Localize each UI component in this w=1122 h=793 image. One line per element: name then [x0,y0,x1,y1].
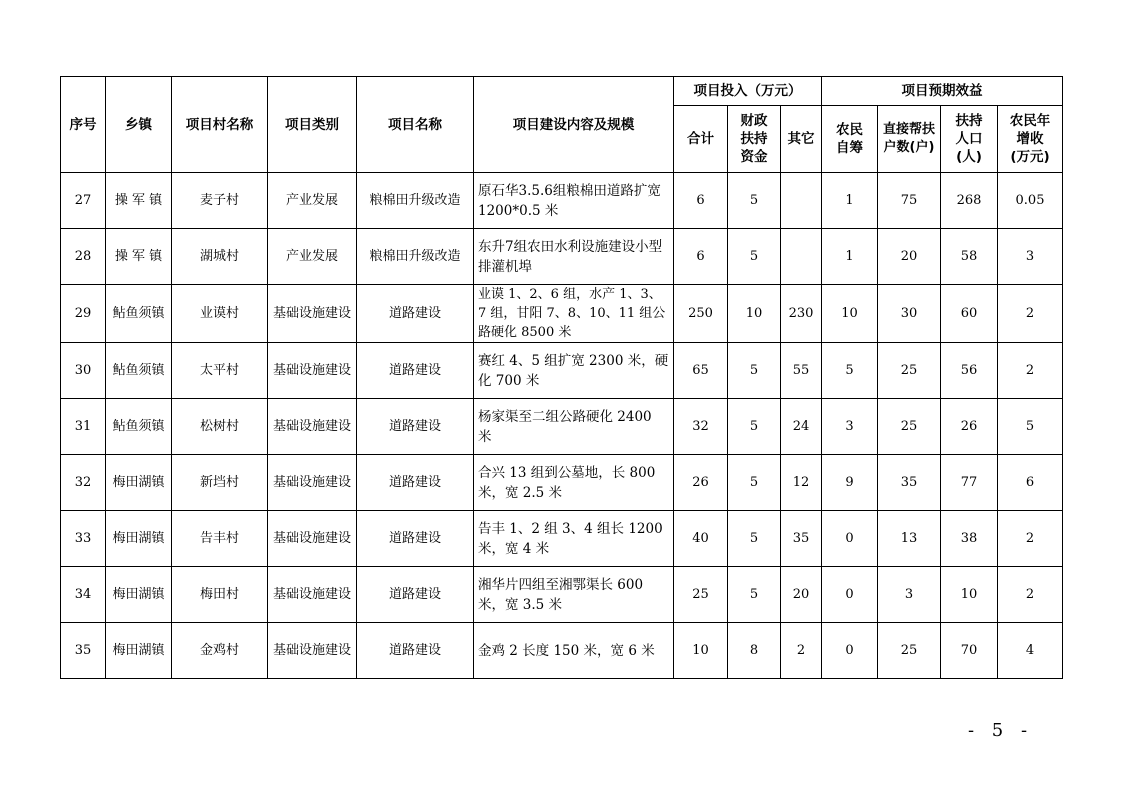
cell-households: 25 [878,343,941,399]
table-row [61,285,1063,343]
header-benefit: 项目预期效益 [822,77,1063,106]
cell-fiscal: 5 [728,455,781,511]
cell-village: 梅田村 [172,567,268,623]
cell-other [781,173,822,229]
table-row [61,229,1063,285]
cell-total: 6 [674,229,728,285]
cell-total: 25 [674,567,728,623]
cell-project-name: 道路建设 [357,343,474,399]
page-number: - 5 - [968,720,1034,741]
table-row [61,455,1063,511]
table-row [61,567,1063,623]
cell-town: 梅田湖镇 [106,511,172,567]
cell-population: 268 [941,173,998,229]
cell-fiscal: 5 [728,229,781,285]
cell-income: 2 [998,511,1063,567]
cell-fiscal: 5 [728,399,781,455]
cell-other: 55 [781,343,822,399]
cell-content: 东升7组农田水利设施建设小型排灌机埠 [474,229,674,285]
table-body [61,173,1063,679]
cell-seq: 28 [61,229,106,285]
cell-category: 基础设施建设 [268,343,357,399]
cell-households: 20 [878,229,941,285]
cell-project-name: 道路建设 [357,399,474,455]
cell-content: 业谟 1、2、6 组，水产 1、3、7 组，甘阳 7、8、10、11 组公路硬化 8500 米 [474,285,674,343]
cell-fiscal: 5 [728,511,781,567]
cell-town: 梅田湖镇 [106,623,172,679]
cell-fiscal: 8 [728,623,781,679]
cell-content: 原石华3.5.6组粮棉田道路扩宽 1200*0.5 米 [474,173,674,229]
cell-content: 合兴 13 组到公墓地，长 800 米，宽 2.5 米 [474,455,674,511]
cell-total: 6 [674,173,728,229]
cell-households: 3 [878,567,941,623]
cell-income: 5 [998,399,1063,455]
table-row [61,343,1063,399]
cell-farmer-self: 9 [822,455,878,511]
header-project-name: 项目名称 [357,77,474,173]
header-category: 项目类别 [268,77,357,173]
cell-category: 基础设施建设 [268,285,357,343]
cell-project-name: 道路建设 [357,285,474,343]
cell-category: 产业发展 [268,173,357,229]
cell-farmer-self: 0 [822,623,878,679]
cell-category: 产业发展 [268,229,357,285]
cell-project-name: 粮棉田升级改造 [357,229,474,285]
cell-households: 35 [878,455,941,511]
cell-other: 2 [781,623,822,679]
cell-total: 40 [674,511,728,567]
table-row [61,623,1063,679]
header-town: 乡镇 [106,77,172,173]
cell-seq: 34 [61,567,106,623]
cell-content: 金鸡 2 长度 150 米，宽 6 米 [474,623,674,679]
project-table [60,76,1063,679]
cell-farmer-self: 1 [822,173,878,229]
cell-project-name: 粮棉田升级改造 [357,173,474,229]
cell-farmer-self: 1 [822,229,878,285]
header-other: 其它 [781,106,822,173]
cell-population: 77 [941,455,998,511]
table-row [61,173,1063,229]
cell-fiscal: 5 [728,343,781,399]
cell-town: 鲇鱼须镇 [106,343,172,399]
cell-seq: 27 [61,173,106,229]
cell-town: 鲇鱼须镇 [106,399,172,455]
cell-households: 30 [878,285,941,343]
cell-farmer-self: 5 [822,343,878,399]
cell-village: 告丰村 [172,511,268,567]
header-content: 项目建设内容及规模 [474,77,674,173]
cell-project-name: 道路建设 [357,455,474,511]
cell-farmer-self: 3 [822,399,878,455]
cell-income: 3 [998,229,1063,285]
cell-category: 基础设施建设 [268,623,357,679]
cell-village: 新垱村 [172,455,268,511]
cell-seq: 32 [61,455,106,511]
cell-village: 金鸡村 [172,623,268,679]
cell-population: 58 [941,229,998,285]
cell-total: 65 [674,343,728,399]
cell-income: 0.05 [998,173,1063,229]
header-farmer-self: 农民 自筹 [822,106,878,173]
cell-village: 太平村 [172,343,268,399]
cell-population: 70 [941,623,998,679]
cell-category: 基础设施建设 [268,511,357,567]
cell-project-name: 道路建设 [357,623,474,679]
cell-income: 2 [998,343,1063,399]
cell-other: 20 [781,567,822,623]
cell-town: 梅田湖镇 [106,455,172,511]
cell-project-name: 道路建设 [357,567,474,623]
cell-content: 赛红 4、5 组扩宽 2300 米，硬化 700 米 [474,343,674,399]
cell-content: 湘华片四组至湘鄂渠长 600 米，宽 3.5 米 [474,567,674,623]
cell-other: 35 [781,511,822,567]
cell-households: 75 [878,173,941,229]
cell-village: 麦子村 [172,173,268,229]
cell-population: 10 [941,567,998,623]
header-households: 直接帮扶 户数(户) [878,106,941,173]
table-row [61,511,1063,567]
cell-population: 56 [941,343,998,399]
table-row [61,399,1063,455]
header-row-1 [61,77,1063,106]
cell-income: 4 [998,623,1063,679]
header-population: 扶持 人口 (人) [941,106,998,173]
cell-total: 10 [674,623,728,679]
cell-town: 操 军 镇 [106,173,172,229]
cell-village: 湖城村 [172,229,268,285]
cell-farmer-self: 0 [822,567,878,623]
cell-households: 25 [878,399,941,455]
header-total: 合计 [674,106,728,173]
cell-seq: 29 [61,285,106,343]
cell-total: 32 [674,399,728,455]
cell-income: 6 [998,455,1063,511]
cell-other [781,229,822,285]
cell-town: 操 军 镇 [106,229,172,285]
header-village: 项目村名称 [172,77,268,173]
cell-seq: 30 [61,343,106,399]
cell-population: 38 [941,511,998,567]
header-investment: 项目投入（万元） [674,77,822,106]
cell-town: 鲇鱼须镇 [106,285,172,343]
cell-other: 12 [781,455,822,511]
cell-category: 基础设施建设 [268,399,357,455]
cell-fiscal: 10 [728,285,781,343]
cell-total: 250 [674,285,728,343]
cell-income: 2 [998,567,1063,623]
cell-fiscal: 5 [728,173,781,229]
cell-content: 告丰 1、2 组 3、4 组长 1200 米，宽 4 米 [474,511,674,567]
cell-fiscal: 5 [728,567,781,623]
cell-farmer-self: 0 [822,511,878,567]
cell-population: 60 [941,285,998,343]
header-income: 农民年 增收 (万元) [998,106,1063,173]
cell-seq: 33 [61,511,106,567]
cell-project-name: 道路建设 [357,511,474,567]
cell-other: 24 [781,399,822,455]
cell-households: 25 [878,623,941,679]
cell-content: 杨家渠至二组公路硬化 2400 米 [474,399,674,455]
cell-population: 26 [941,399,998,455]
cell-total: 26 [674,455,728,511]
cell-other: 230 [781,285,822,343]
cell-category: 基础设施建设 [268,567,357,623]
header-fiscal: 财政 扶持 资金 [728,106,781,173]
cell-village: 松树村 [172,399,268,455]
cell-village: 业谟村 [172,285,268,343]
cell-farmer-self: 10 [822,285,878,343]
cell-seq: 31 [61,399,106,455]
cell-income: 2 [998,285,1063,343]
cell-town: 梅田湖镇 [106,567,172,623]
cell-households: 13 [878,511,941,567]
cell-seq: 35 [61,623,106,679]
header-seq: 序号 [61,77,106,173]
cell-category: 基础设施建设 [268,455,357,511]
